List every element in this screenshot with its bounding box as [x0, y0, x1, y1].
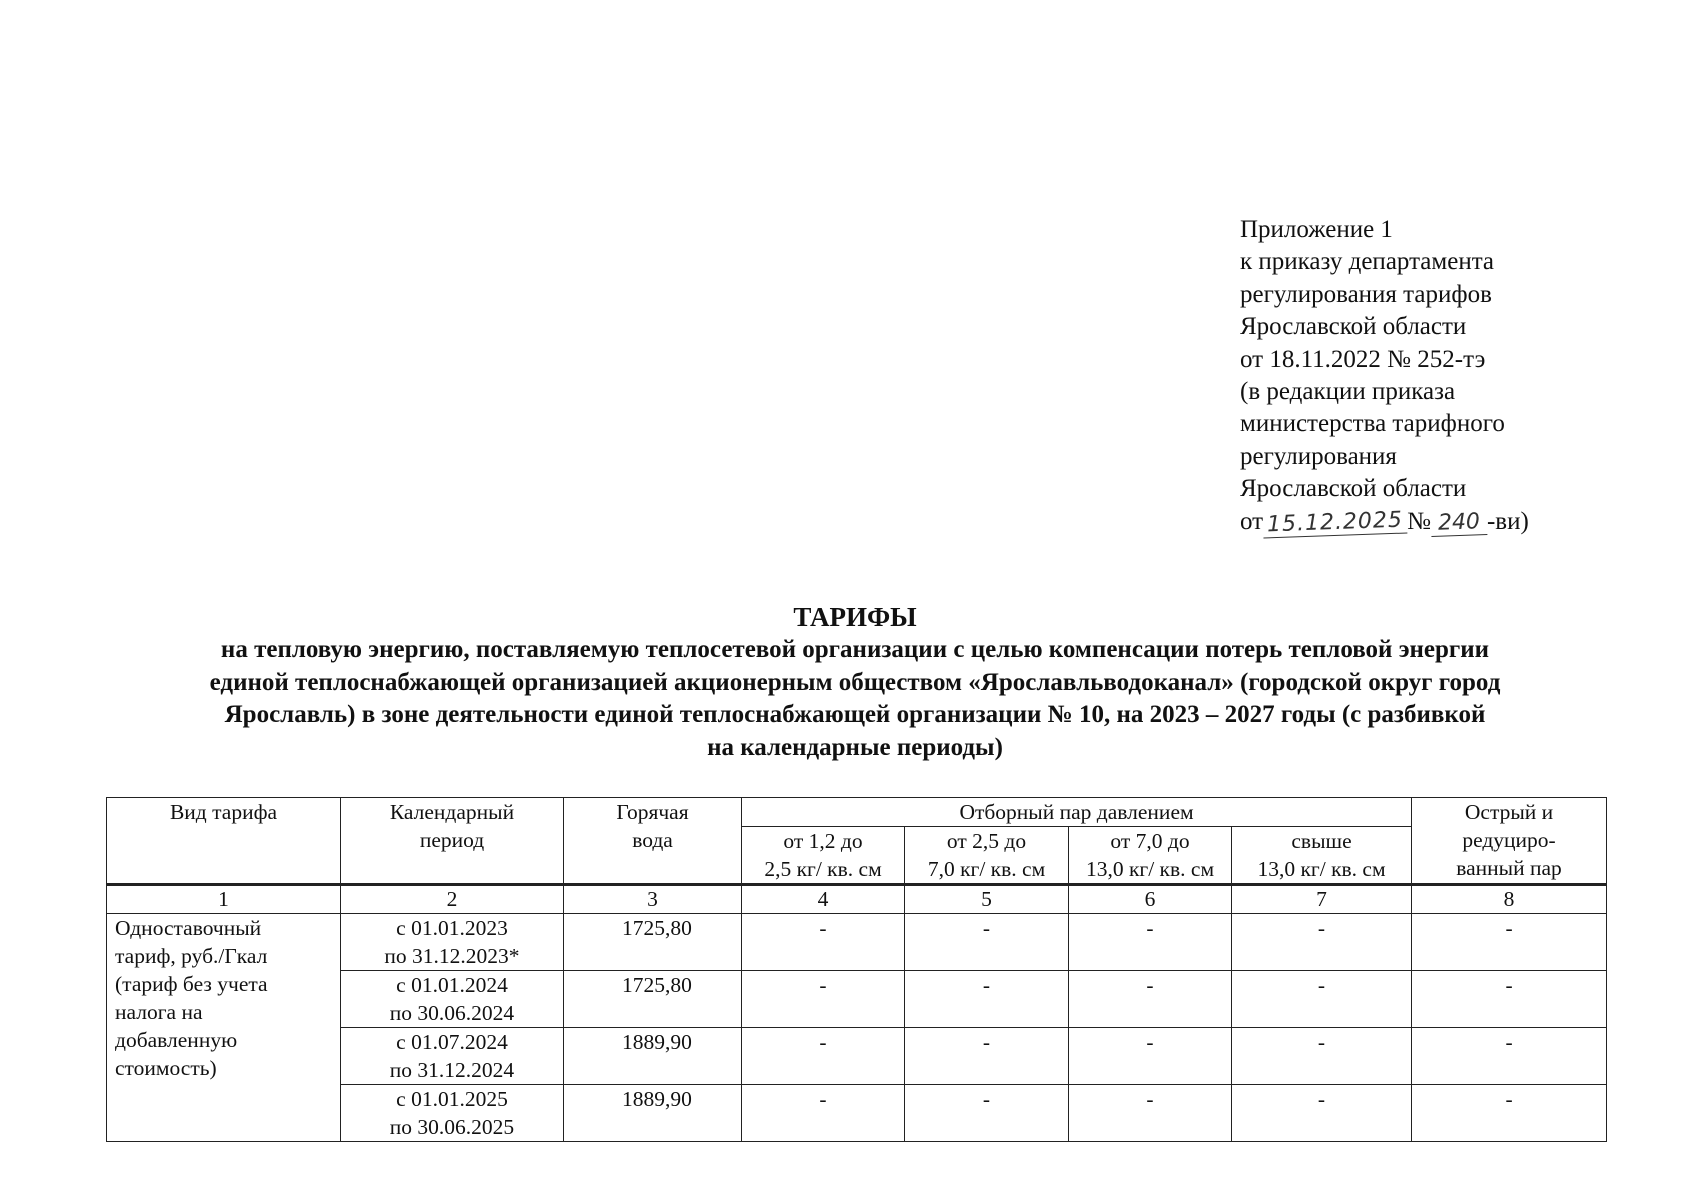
header-steam-3: [1069, 827, 1232, 885]
header-steam-1-line: 2,5 кг/ кв. см: [764, 857, 882, 881]
header-steam-3-line: от 7,0 до: [1110, 829, 1190, 853]
header-hot-water: [564, 798, 742, 885]
sharp-steam-cell: -: [1412, 971, 1607, 1028]
header-kind: Вид тарифа: [107, 798, 341, 885]
column-numbers-row: [107, 885, 1607, 914]
steam-1-cell: -: [742, 1028, 905, 1085]
header-steam-group: Отборный пар давлением: [742, 798, 1412, 827]
tariff-kind-line: налога на: [115, 1000, 203, 1024]
period-start: с 01.01.2025: [396, 1087, 508, 1111]
steam-4-cell: -: [1232, 971, 1412, 1028]
period-start: с 01.01.2024: [396, 973, 508, 997]
column-number: 8: [1412, 885, 1607, 914]
tariffs-table: [106, 797, 1607, 1142]
period-cell: [341, 1028, 564, 1085]
steam-4-cell: -: [1232, 914, 1412, 971]
period-end: по 30.06.2024: [389, 1001, 515, 1025]
header-steam-2-line: от 2,5 до: [946, 829, 1027, 853]
column-number: 3: [564, 885, 742, 914]
header-steam-2: [905, 827, 1069, 885]
column-number: 7: [1232, 885, 1412, 914]
period-end: по 31.12.2024: [389, 1058, 515, 1082]
steam-4-cell: -: [1232, 1028, 1412, 1085]
header-steam-2-line: 7,0 кг/ кв. см: [927, 857, 1046, 881]
steam-1-cell: -: [742, 971, 905, 1028]
header-period-text: Календарный период: [389, 800, 515, 852]
appendix-line: (в редакции приказа: [1240, 378, 1456, 406]
hot-water-cell: 1889,90: [564, 1028, 742, 1085]
appendix-prefix: от: [1240, 507, 1264, 535]
sharp-steam-cell: -: [1412, 914, 1607, 971]
hot-water-cell: 1889,90: [564, 1085, 742, 1142]
tariff-kind-line: стоимость): [115, 1056, 217, 1080]
steam-3-cell: -: [1069, 914, 1232, 971]
tariff-kind-line: (тариф без учета: [115, 972, 268, 996]
appendix-line: министерства тарифного: [1240, 410, 1505, 438]
steam-4-cell: -: [1232, 1085, 1412, 1142]
header-sharp-steam-line: ванный пар: [1456, 856, 1562, 880]
period-end: по 31.12.2023*: [384, 944, 520, 968]
column-number: 2: [341, 885, 564, 914]
appendix-line: Приложение 1: [1240, 216, 1393, 243]
appendix-suffix: -ви): [1486, 507, 1529, 535]
appendix-line: Ярославской области: [1240, 313, 1467, 341]
steam-3-cell: -: [1069, 971, 1232, 1028]
period-cell: [341, 971, 564, 1028]
column-number: 4: [742, 885, 905, 914]
subtitle-line: единой теплоснабжающей организацией акционерным обществом «Ярославльводоканал» (городской округ город: [209, 668, 1501, 696]
column-number: 6: [1069, 885, 1232, 914]
steam-1-cell: -: [742, 1085, 905, 1142]
appendix-line: регулирования тарифов: [1240, 280, 1492, 308]
document-title-block: [110, 600, 1600, 764]
header-steam-3-line: 13,0 кг/ кв. см: [1085, 857, 1215, 881]
column-number: 1: [107, 885, 341, 914]
header-hot-water-text: Горячая вода: [616, 800, 689, 852]
period-cell: [341, 1085, 564, 1142]
appendix-line: к приказу департамента: [1240, 248, 1495, 276]
steam-2-cell: -: [905, 1085, 1069, 1142]
subtitle-line: на тепловую энергию, поставляемую теплосетевой организации с целью компенсации потерь тепловой энергии: [220, 636, 1490, 663]
appendix-line: Ярославской области: [1240, 475, 1467, 503]
document-title: ТАРИФЫ: [793, 602, 917, 632]
tariff-kind-line: добавленную: [115, 1028, 238, 1052]
appendix-line: от 18.11.2022 № 252-тэ: [1240, 345, 1486, 373]
tariff-kind-line: Одноставочный: [115, 916, 262, 940]
period-end: по 30.06.2025: [389, 1115, 515, 1139]
steam-1-cell: -: [742, 914, 905, 971]
period-cell: [341, 914, 564, 971]
header-sharp-steam-line: редуциро-: [1462, 828, 1556, 852]
steam-2-cell: -: [905, 914, 1069, 971]
appendix-last-line: [1240, 506, 1660, 538]
header-steam-1: [742, 827, 905, 885]
handwritten-date: 15.12.2025: [1263, 508, 1408, 538]
sharp-steam-cell: -: [1412, 1085, 1607, 1142]
steam-3-cell: -: [1069, 1028, 1232, 1085]
hot-water-cell: 1725,80: [564, 971, 742, 1028]
steam-2-cell: -: [905, 1028, 1069, 1085]
header-sharp-steam: [1412, 798, 1607, 885]
header-steam-1-line: от 1,2 до: [783, 829, 863, 853]
period-start: с 01.07.2024: [396, 1030, 508, 1054]
period-start: с 01.01.2023: [396, 916, 508, 940]
subtitle-line: Ярославль) в зоне деятельности единой теплоснабжающей организации № 10, на 2023 – 2027 годы (с разбивкой: [224, 701, 1486, 728]
steam-3-cell: -: [1069, 1085, 1232, 1142]
header-period: [341, 798, 564, 885]
number-sign: №: [1407, 507, 1431, 535]
steam-2-cell: -: [905, 971, 1069, 1028]
header-steam-4: [1232, 827, 1412, 885]
tariff-kind-cell: [107, 914, 341, 1142]
header-row: [107, 798, 1607, 827]
header-steam-4-line: свыше: [1291, 829, 1352, 853]
appendix-line: регулирования: [1240, 442, 1397, 470]
hot-water-cell: 1725,80: [564, 914, 742, 971]
tariff-kind-line: тариф, руб./Гкал: [115, 944, 268, 968]
column-number: 5: [905, 885, 1069, 914]
appendix-block: [1240, 214, 1660, 538]
subtitle-line: на календарные периоды): [707, 733, 1003, 761]
sharp-steam-cell: -: [1412, 1028, 1607, 1085]
table-row: [107, 914, 1607, 971]
header-sharp-steam-line: Острый и: [1464, 800, 1554, 824]
handwritten-number: 240: [1431, 510, 1488, 537]
header-steam-4-line: 13,0 кг/ кв. см: [1257, 857, 1386, 881]
